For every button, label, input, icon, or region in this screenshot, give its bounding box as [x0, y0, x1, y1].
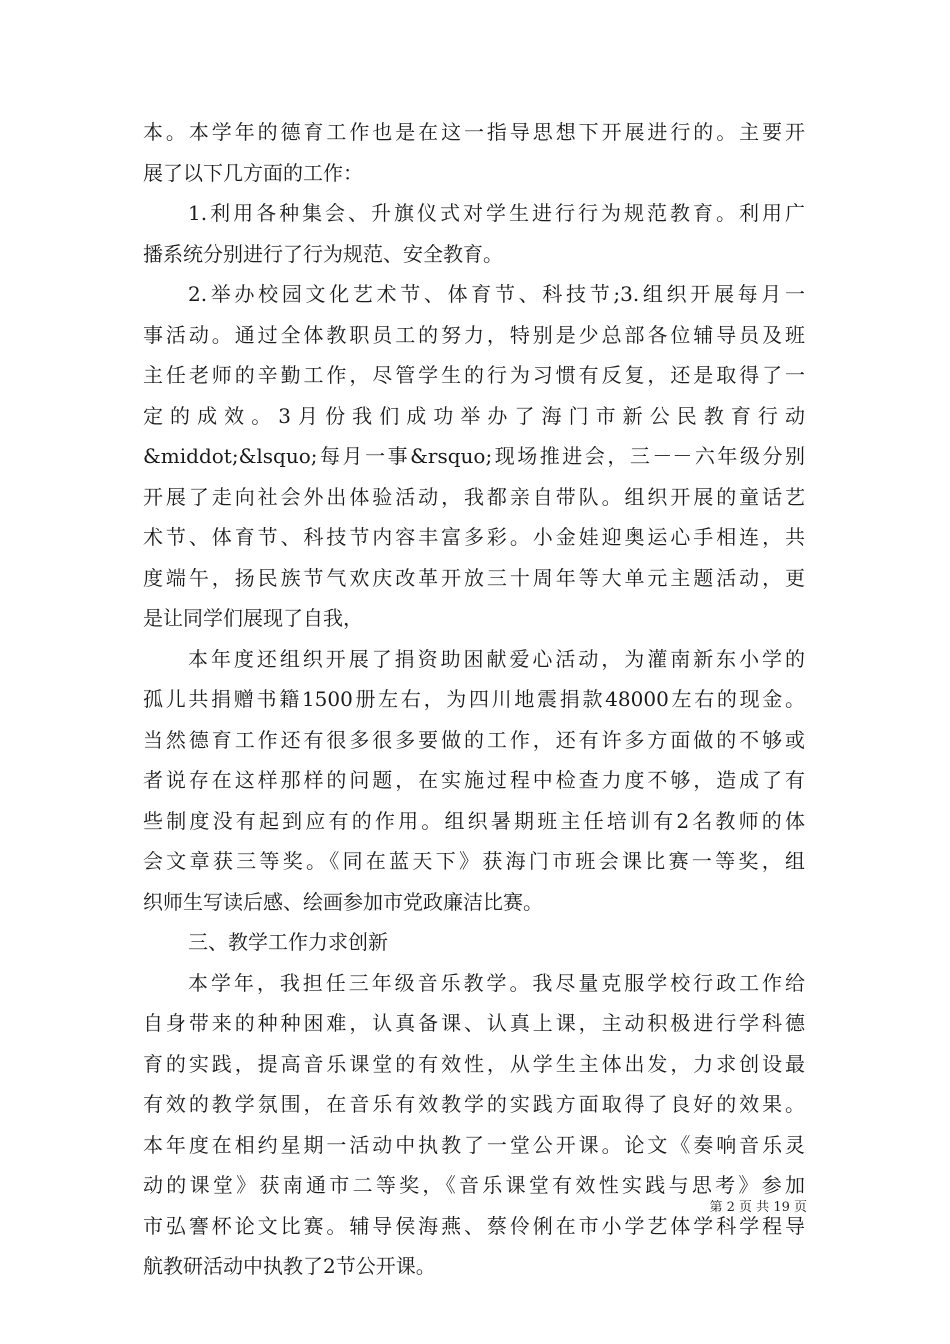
section-heading: 三、教学工作力求创新 — [188, 930, 388, 954]
text-line: 播系统分别进行了行为规范、安全教育。 — [143, 241, 503, 266]
text-line: 本。本学年的德育工作也是在这一指导思想下开展进行的。主要开 — [143, 120, 805, 144]
text-line: 市弘謇杯论文比赛。辅导侯海燕、蔡伶俐在市小学艺体学科学程导 — [143, 1213, 805, 1238]
text-line: 者说存在这样那样的问题，在实施过程中检查力度不够，造成了有 — [143, 768, 805, 792]
page-number-footer: 第 2 页 共 19 页 — [709, 1200, 807, 1215]
text-line: 主任老师的辛勤工作，尽管学生的行为习惯有反复，还是取得了一 — [143, 363, 805, 387]
text-line: 本学年，我担任三年级音乐教学。我尽量克服学校行政工作给 — [188, 970, 805, 995]
text-line: 展了以下几方面的工作： — [143, 160, 363, 185]
text-line: 动的课堂》获南通市二等奖，《音乐课堂有效性实践与思考》参加 — [143, 1173, 805, 1197]
text-line: 术节、体育节、科技节内容丰富多彩。小金娃迎奥运心手相连，共 — [143, 525, 805, 549]
text-line: 事活动。通过全体教职员工的努力，特别是少总部各位辅导员及班 — [143, 322, 805, 347]
text-line: 些制度没有起到应有的作用。组织暑期班主任培训有2名教师的体 — [143, 808, 805, 833]
text-line: &middot;&lsquo;每月一事&rsquo;现场推进会，三－－六年级分别 — [143, 444, 805, 468]
text-line: 育的实践，提高音乐课堂的有效性，从学生主体出发，力求创设最 — [143, 1051, 805, 1076]
text-line: 1.利用各种集会、升旗仪式对学生进行行为规范教育。利用广 — [188, 201, 805, 225]
text-line: 本年度在相约星期一活动中执教了一堂公开课。论文《奏响音乐灵 — [143, 1132, 805, 1157]
text-line: 会文章获三等奖。《同在蓝天下》获海门市班会课比赛一等奖，组 — [143, 849, 805, 873]
text-line: 当然德育工作还有很多很多要做的工作，还有许多方面做的不够或 — [143, 727, 805, 752]
text-line: 航教研活动中执教了2节公开课。 — [143, 1254, 436, 1278]
text-line: 孤儿共捐赠书籍1500册左右，为四川地震捐款48000左右的现金。 — [143, 687, 805, 711]
text-line: 织师生写读后感、绘画参加市党政廉洁比赛。 — [143, 889, 543, 914]
text-line: 自身带来的种种困难，认真备课、认真上课，主动积极进行学科德 — [143, 1011, 805, 1035]
text-line: 有效的教学氛围，在音乐有效教学的实践方面取得了良好的效果。 — [143, 1092, 805, 1116]
text-line: 是让同学们展现了自我， — [143, 606, 363, 630]
text-line: 定的成效。3月份我们成功举办了海门市新公民教育行动 — [143, 403, 805, 428]
text-line: 2.举办校园文化艺术节、体育节、科技节;3.组织开展每月一 — [188, 282, 805, 306]
text-line: 本年度还组织开展了捐资助困献爱心活动，为灌南新东小学的 — [188, 646, 805, 671]
text-line: 度端午，扬民族节气欢庆改革开放三十周年等大单元主题活动，更 — [143, 565, 805, 590]
text-line: 开展了走向社会外出体验活动，我都亲自带队。组织开展的童话艺 — [143, 484, 805, 509]
body-text — [143, 112, 805, 1287]
